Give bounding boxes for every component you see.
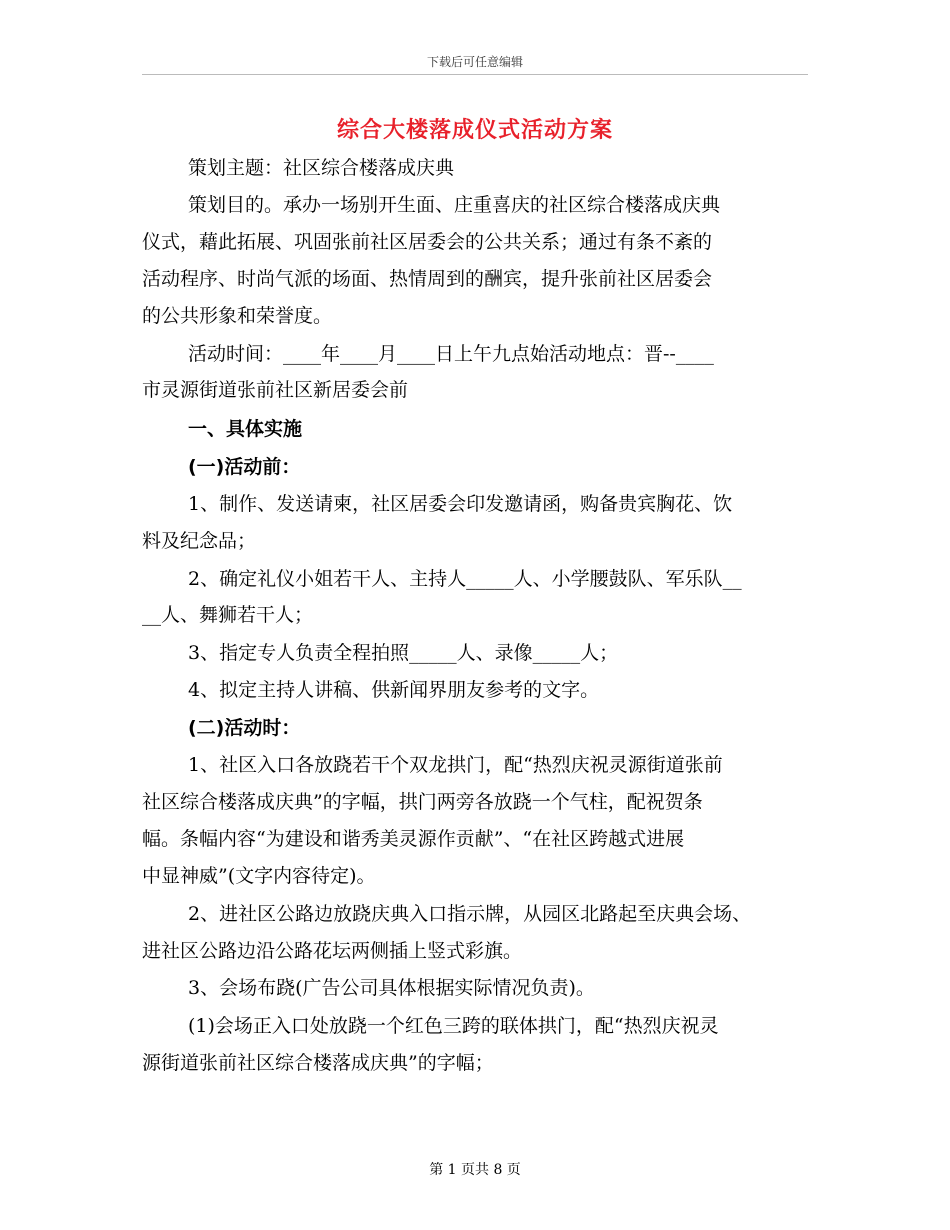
header-divider (142, 74, 808, 75)
paragraph-line: 的公共形象和荣誉度。 (142, 305, 333, 327)
paragraph-line: 市灵源街道张前社区新居委会前 (142, 379, 409, 401)
paragraph-line: 源街道张前社区综合楼落成庆典”的字幅； (142, 1052, 494, 1074)
page-header: 下载后可任意编辑 (426, 55, 523, 69)
document-title: 综合大楼落成仪式活动方案 (336, 118, 613, 143)
paragraph-line: 3、指定专人负责全程拍照_____人、录像_____人； (188, 642, 619, 664)
paragraph-line: 进社区公路边沿公路花坛两侧插上竖式彩旗。 (142, 940, 523, 962)
section-heading: 一、具体实施 (188, 418, 303, 440)
paragraph-line: 社区综合楼落成庆典”的字幅，拱门两旁各放跷一个气柱，配祝贺条 (142, 791, 703, 813)
paragraph-line: __人、舞狮若干人； (142, 604, 314, 626)
subsection-heading: (二)活动时： (188, 717, 301, 739)
paragraph-line: 策划主题：社区综合楼落成庆典 (188, 157, 455, 179)
page-footer: 第 1 页共 8 页 (429, 1162, 521, 1178)
paragraph-line: 1、制作、发送请柬，社区居委会印发邀请函，购备贵宾胸花、饮 (188, 493, 733, 515)
paragraph-line: 仪式，藉此拓展、巩固张前社区居委会的公共关系；通过有条不紊的 (142, 231, 713, 253)
paragraph-line: 策划目的。承办一场别开生面、庄重喜庆的社区综合楼落成庆典 (188, 194, 721, 216)
paragraph-line: 2、进社区公路边放跷庆典入口指示牌，从园区北路起至庆典会场、 (188, 903, 752, 925)
paragraph-line: 2、确定礼仪小姐若干人、主持人_____人、小学腰鼓队、军乐队__ (188, 568, 742, 590)
paragraph-line: 1、社区入口各放跷若干个双龙拱门，配“热烈庆祝灵源街道张前 (188, 754, 723, 776)
paragraph-line: 活动时间：____年____月____日上午九点始活动地点：晋--____ (188, 343, 714, 365)
paragraph-line: 中显神威”(文字内容待定)。 (142, 865, 376, 887)
paragraph-line: 料及纪念品； (142, 530, 257, 552)
paragraph-line: 3、会场布跷(广告公司具体根据实际情况负责)。 (188, 977, 595, 999)
paragraph-line: (1)会场正入口处放跷一个红色三跨的联体拱门，配“热烈庆祝灵 (188, 1015, 719, 1037)
subsection-heading: (一)活动前： (188, 456, 301, 478)
paragraph-line: 4、拟定主持人讲稿、供新闻界朋友参考的文字。 (188, 679, 600, 701)
paragraph-line: 活动程序、时尚气派的场面、热情周到的酬宾，提升张前社区居委会 (142, 268, 713, 290)
paragraph-line: 幅。条幅内容“为建设和谐秀美灵源作贡献”、“在社区跨越式进展 (142, 828, 685, 850)
